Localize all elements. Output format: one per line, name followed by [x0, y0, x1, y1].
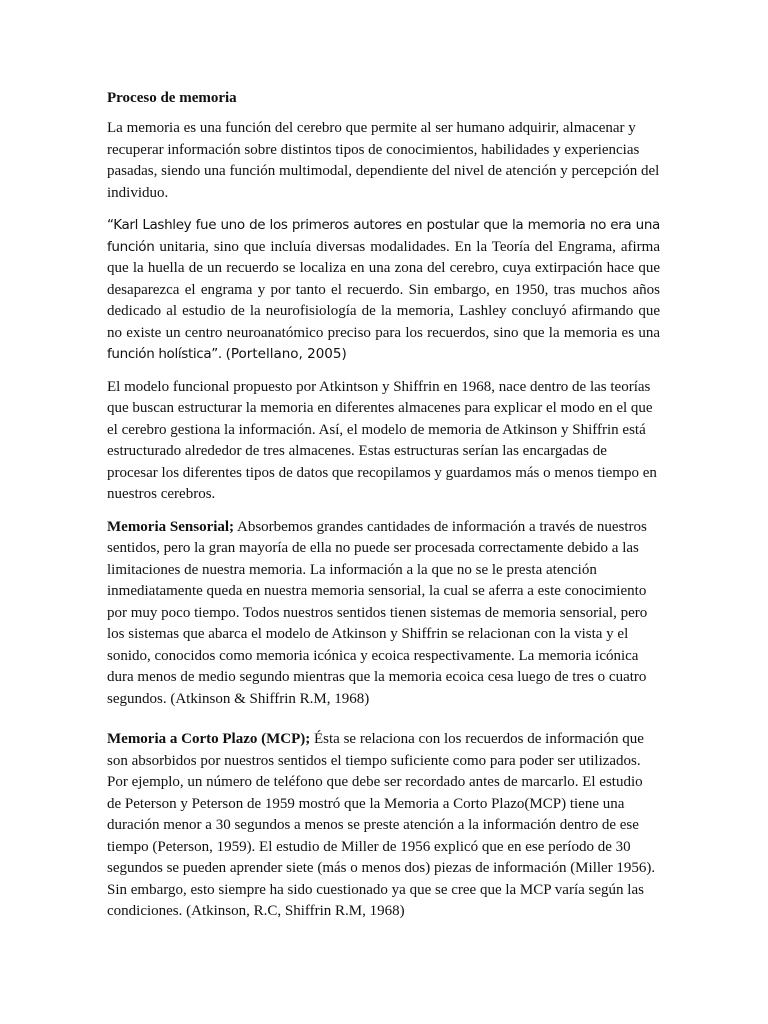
corto-plazo-paragraph [107, 729, 660, 923]
quote-paragraph [107, 215, 660, 366]
sensorial-heading: Memoria Sensorial; [107, 518, 235, 535]
model-paragraph: El modelo funcional propuesto por Atkintson y Shiffrin en 1968, nace dentro de las teorías que buscan estructurar la memoria en diferentes almacenes para explicar el modo en el que el cerebro gestiona la información. Así, el modelo de memoria de Atkinson y Shiffrin está estructurado alrededor de tres almacenes. Estas estructuras serían las encargadas de procesar los diferentes tipos de datos que recopilamos y guardamos más o menos tiempo en nuestros cerebros. [107, 378, 657, 502]
document-page [107, 88, 660, 934]
quote-closing: función holística”. [107, 346, 222, 362]
corto-plazo-heading: Memoria a Corto Plazo (MCP); [107, 731, 311, 747]
quote-citation: (Portellano, 2005) [225, 346, 347, 362]
sensorial-text: Absorbemos grandes cantidades de información a través de nuestros sentidos, pero la gran mayoría de ella no puede ser procesada correctamente debido a las limitaciones de nuestra memoria. La información a la que no se le presta atención inmediatamente queda en nuestra memoria sensorial, la cual se aferra a este conocimiento por muy poco tiempo. Todos nuestros sentidos tienen sistemas de memoria sensorial, pero los sistemas que abarca el modelo de Atkinson y Shiffrin se relacionan con la vista y el sonido, conocidos como memoria icónica y ecoica respectivamente. La memoria icónica dura menos de medio segundo mientras que la memoria ecoica cesa luego de tres o cuatro segundos. (Atkinson & Shiffrin R.M, 1968) [107, 518, 648, 707]
corto-plazo-text: Ésta se relaciona con los recuerdos de información que son absorbidos por nuestros sentidos el tiempo suficiente como para poder ser utilizados. Por ejemplo, un número de teléfono que debe ser recordado antes de marcarlo. El estudio de Peterson y Peterson de 1959 mostró que la Memoria a Corto Plazo(MCP) tiene una duración menor a 30 segundos a menos se preste atención a la información dentro de ese tiempo (Peterson, 1959). El estudio de Miller de 1956 explicó que en ese período de 30 segundos se pueden aprender siete (más o menos dos) piezas de información (Miller 1956). Sin embargo, esto siempre ha sido cuestionado ya que se cree que la MCP varía según las condiciones. (Atkinson, R.C, Shiffrin R.M, 1968) [107, 731, 656, 919]
sensorial-paragraph [107, 517, 660, 711]
intro-paragraph: La memoria es una función del cerebro que permite al ser humano adquirir, almacenar y recuperar información sobre distintos tipos de conocimientos, habilidades y experiencias pasadas, siendo una función multimodal, dependiente del nivel de atención y percepción del individuo. [107, 120, 660, 201]
quote-opening: “Karl Lashley fue uno de los primeros autores en postular que la memoria no era una función [107, 217, 660, 255]
quote-body: unitaria, sino que incluía diversas modalidades. En la Teoría del Engrama, afirma que la huella de un recuerdo se localiza en una zona del cerebro, cuya extirpación hace que desaparezca el engrama y por tanto el recuerdo. Sin embargo, en 1950, tras muchos años dedicado al estudio de la neurofisiología de la memoria, Lashley concluyó afirmando que no existe un centro neuroanatómico preciso para los recuerdos, sino que la memoria es una [107, 238, 660, 341]
document-title: Proceso de memoria [107, 90, 237, 106]
